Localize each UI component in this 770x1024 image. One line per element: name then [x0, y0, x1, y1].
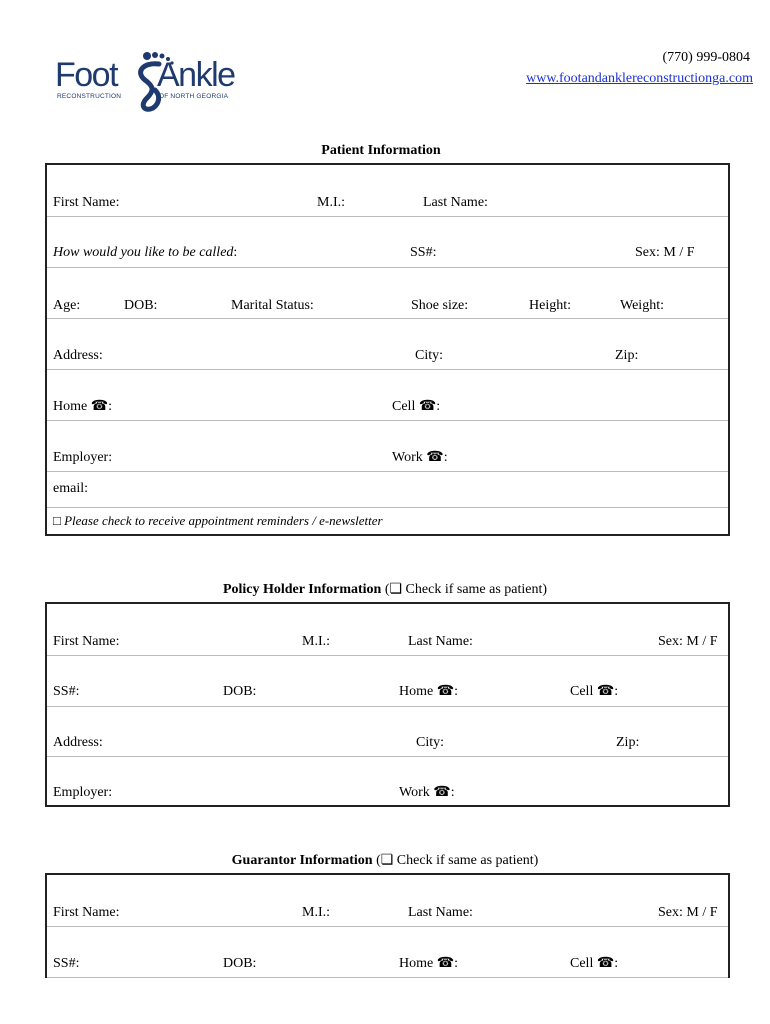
patient-cell-phone-field[interactable]: Cell ☎: [392, 399, 441, 414]
policy-title-bold: Policy Holder Information [222, 582, 382, 597]
policy-employer-field[interactable]: Employer: [53, 785, 113, 800]
policy-ss-field[interactable]: SS#: [53, 684, 80, 699]
patient-zip-field[interactable]: Zip: [615, 348, 639, 363]
guarantor-sex-field[interactable]: Sex: M / F [658, 905, 718, 920]
policy-dob-field[interactable]: DOB: [223, 684, 257, 699]
policy-sex-field[interactable]: Sex: M / F [658, 634, 718, 649]
guarantor-ss-field[interactable]: SS#: [53, 956, 80, 971]
policy-same-as-patient-checkbox[interactable]: (❏ Check if same as patient) [381, 582, 548, 597]
patient-section-title: Patient Information [321, 143, 441, 158]
guarantor-same-as-patient-checkbox[interactable]: (❏ Check if same as patient) [372, 853, 539, 868]
logo-sub-right: OF NORTH GEORGIA [159, 93, 229, 100]
reminder-checkbox[interactable]: □ Please check to receive appointment reminders / e-newsletter [53, 513, 383, 528]
logo [55, 50, 255, 112]
policy-holder-box [45, 602, 730, 807]
header-phone: (770) 999-0804 [662, 50, 750, 65]
policy-address-field[interactable]: Address: [53, 735, 103, 750]
logo-word-ankle: Ankle [157, 56, 235, 94]
preferred-name-colon: : [233, 245, 238, 260]
guarantor-title-bold: Guarantor Information [231, 853, 373, 868]
header-website-link[interactable]: www.footandanklereconstructionga.com [526, 71, 753, 86]
guarantor-dob-field[interactable]: DOB: [223, 956, 257, 971]
patient-city-field[interactable]: City: [415, 348, 444, 363]
guarantor-home-phone-field[interactable]: Home ☎: [399, 956, 459, 971]
policy-zip-field[interactable]: Zip: [616, 735, 640, 750]
patient-last-name-field[interactable]: Last Name: [423, 195, 488, 210]
policy-cell-phone-field[interactable]: Cell ☎: [570, 684, 619, 699]
guarantor-section-title [0, 853, 770, 869]
policy-city-field[interactable]: City: [416, 735, 445, 750]
patient-sex-field[interactable]: Sex: M / F [635, 245, 695, 260]
logo-word-foot: Foot [55, 56, 118, 94]
patient-address-field[interactable]: Address: [53, 348, 103, 363]
patient-ss-field[interactable]: SS#: [410, 245, 437, 260]
policy-home-phone-field[interactable]: Home ☎: [399, 684, 459, 699]
patient-employer-field[interactable]: Employer: [53, 450, 113, 465]
patient-age-field[interactable]: Age: [53, 298, 81, 313]
patient-height-field[interactable]: Height: [529, 298, 571, 313]
preferred-name-label: How would you like to be called [53, 245, 234, 260]
guarantor-last-name-field[interactable]: Last Name: [408, 905, 473, 920]
patient-mi-field[interactable]: M.I.: [317, 195, 345, 210]
policy-first-name-field[interactable]: First Name: [53, 634, 120, 649]
patient-dob-field[interactable]: DOB: [124, 298, 158, 313]
guarantor-box [45, 873, 730, 978]
guarantor-first-name-field[interactable]: First Name: [53, 905, 120, 920]
patient-info-box [45, 163, 730, 536]
patient-preferred-name-field[interactable] [53, 245, 237, 261]
policy-last-name-field[interactable]: Last Name: [408, 634, 473, 649]
patient-weight-field[interactable]: Weight: [620, 298, 664, 313]
policy-section-title [0, 582, 770, 598]
logo-sub-left: RECONSTRUCTION [57, 93, 122, 100]
guarantor-mi-field[interactable]: M.I.: [302, 905, 330, 920]
patient-home-phone-field[interactable]: Home ☎: [53, 399, 113, 414]
patient-email-field[interactable]: email: [53, 481, 88, 496]
policy-mi-field[interactable]: M.I.: [302, 634, 330, 649]
patient-work-phone-field[interactable]: Work ☎: [392, 450, 448, 465]
patient-shoe-size-field[interactable]: Shoe size: [411, 298, 469, 313]
policy-work-phone-field[interactable]: Work ☎: [399, 785, 455, 800]
guarantor-cell-phone-field[interactable]: Cell ☎: [570, 956, 619, 971]
patient-marital-status-field[interactable]: Marital Status: [231, 298, 314, 313]
patient-first-name-field[interactable]: First Name: [53, 195, 120, 210]
